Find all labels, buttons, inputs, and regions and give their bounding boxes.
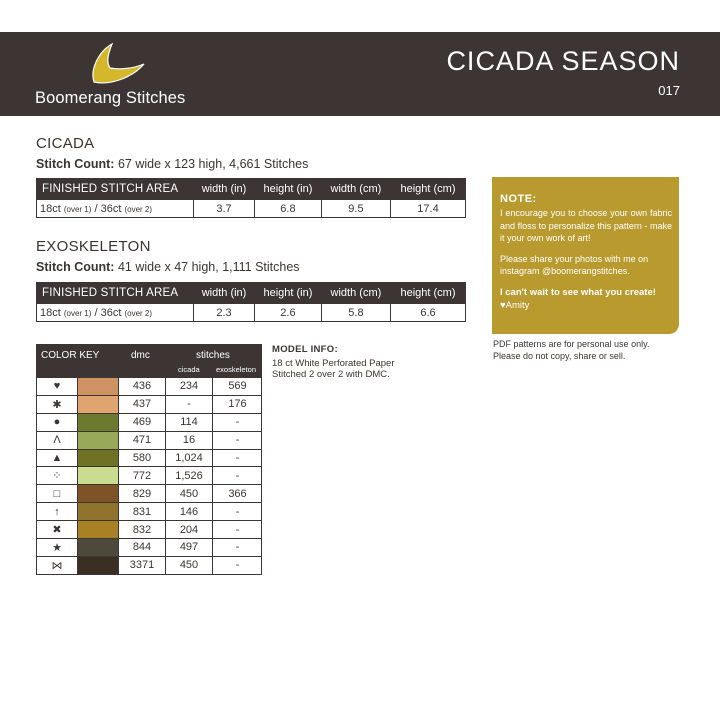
table-row xyxy=(37,485,261,503)
color-swatch xyxy=(78,396,119,413)
color-swatch xyxy=(78,557,119,574)
table-row xyxy=(37,450,261,468)
dmc-number: 831 xyxy=(119,503,166,520)
cicada-stitches: 1,024 xyxy=(166,450,213,467)
cicada-stitches: 16 xyxy=(166,432,213,449)
cicada-stitches: 450 xyxy=(166,485,213,502)
cicada-stitches: 1,526 xyxy=(166,467,213,484)
table-row xyxy=(37,396,261,414)
color-swatch xyxy=(78,503,119,520)
dmc-number: 772 xyxy=(119,467,166,484)
table-row xyxy=(37,557,261,575)
star-icon: ★ xyxy=(37,539,78,556)
exoskeleton-stitches: - xyxy=(235,541,240,554)
asterisk-icon: ✱ xyxy=(37,396,78,413)
model-info-heading: MODEL INFO: xyxy=(272,344,338,355)
dmc-number: 437 xyxy=(119,396,166,413)
table-header-row: FINISHED STITCH AREA width (in) height (in) width (cm) height (cm) xyxy=(37,283,466,304)
color-swatch xyxy=(78,414,119,431)
square-icon: □ xyxy=(37,485,78,502)
color-key-header: COLOR KEY dmc stitches cicada exoskeleton xyxy=(36,344,262,378)
cicada-stitches: 497 xyxy=(166,539,213,556)
color-key-rows xyxy=(36,378,262,575)
note-text: I encourage you to choose your own fabric and floss to personalize this pattern - make it your own work of art! xyxy=(500,208,672,243)
model-info: MODEL INFO: 18 ct White Perforated Paper Stitched 2 over 2 with DMC. xyxy=(272,344,395,380)
color-key-table xyxy=(36,344,262,575)
dmc-number: 469 xyxy=(119,414,166,431)
note-box xyxy=(492,177,679,334)
dmc-number: 3371 xyxy=(119,557,166,574)
color-swatch xyxy=(78,539,119,556)
exoskeleton-area-table xyxy=(36,282,466,322)
dmc-number: 471 xyxy=(119,432,166,449)
cicada-stitches: 114 xyxy=(166,414,213,431)
x-icon: ✖ xyxy=(37,521,78,538)
cicada-stitches: 450 xyxy=(166,557,213,574)
exoskeleton-title: EXOSKELETON xyxy=(36,238,151,255)
exoskeleton-stitches: - xyxy=(235,469,240,482)
t-arrow-icon: ↑ xyxy=(37,503,78,520)
table-row xyxy=(37,521,261,539)
cicada-area-table xyxy=(36,178,466,218)
table-row xyxy=(37,432,261,450)
cicada-stitches: 234 xyxy=(166,378,213,395)
page-title: CICADA SEASON xyxy=(446,46,680,76)
color-swatch xyxy=(78,450,119,467)
exoskeleton-stitches: - xyxy=(235,434,240,447)
color-swatch xyxy=(78,467,119,484)
note-heading: NOTE: xyxy=(500,193,537,205)
color-swatch xyxy=(78,521,119,538)
color-swatch xyxy=(78,485,119,502)
exoskeleton-stitches: - xyxy=(235,505,240,518)
table-row xyxy=(37,539,261,557)
triangle-icon: ▲ xyxy=(37,450,78,467)
cicada-title: CICADA xyxy=(36,135,95,152)
note-closing: I can't wait to see what you create! xyxy=(500,286,656,298)
color-swatch xyxy=(78,432,119,449)
pdf-usage-note: PDF patterns are for personal use only. Please do not copy, share or sell. xyxy=(493,339,650,361)
bowtie-icon: ⋈ xyxy=(37,557,78,574)
exoskeleton-stitch-count: Stitch Count: 41 wide x 47 high, 1,111 Stitches xyxy=(36,260,300,274)
exoskeleton-stitches: 569 xyxy=(228,380,247,393)
cicada-stitches: 204 xyxy=(166,521,213,538)
dmc-number: 580 xyxy=(119,450,166,467)
exoskeleton-stitches: - xyxy=(235,416,240,429)
table-row: 18ct (over 1) / 36ct (over 2) 3.7 6.8 9.5 17.4 xyxy=(37,200,466,218)
dmc-number: 832 xyxy=(119,521,166,538)
exoskeleton-stitches: 366 xyxy=(228,487,247,500)
note-share-text: Please share your photos with me on instagram @boomerangstitches. xyxy=(500,253,649,276)
color-swatch xyxy=(78,378,119,395)
cicada-stitches: 146 xyxy=(166,503,213,520)
table-row xyxy=(37,503,261,521)
lambda-icon: Λ xyxy=(37,432,78,449)
table-row xyxy=(37,414,261,432)
exoskeleton-stitches: - xyxy=(235,559,240,572)
exoskeleton-stitches: - xyxy=(235,452,240,464)
exoskeleton-stitches: - xyxy=(235,523,240,536)
brand-name: Boomerang Stitches xyxy=(35,89,186,107)
dmc-number: 829 xyxy=(119,485,166,502)
boomerang-logo-icon xyxy=(88,42,148,86)
dmc-number: 436 xyxy=(119,378,166,395)
dmc-number: 844 xyxy=(119,539,166,556)
exoskeleton-stitches: 176 xyxy=(228,398,247,411)
note-signature: ♥Amity xyxy=(500,299,530,311)
table-row xyxy=(37,467,261,485)
dots-icon: ⁘ xyxy=(37,467,78,484)
pattern-number: 017 xyxy=(658,83,680,98)
header-bar xyxy=(0,32,720,116)
cicada-stitch-count: Stitch Count: 67 wide x 123 high, 4,661 Stitches xyxy=(36,157,309,171)
table-row: 18ct (over 1) / 36ct (over 2) 2.3 2.6 5.8 6.6 xyxy=(37,304,466,322)
table-row xyxy=(37,378,261,396)
table-header-row: FINISHED STITCH AREA width (in) height (in) width (cm) height (cm) xyxy=(37,179,466,200)
heart-icon: ♥ xyxy=(37,378,78,395)
circle-icon: ● xyxy=(37,414,78,431)
cicada-stitches: - xyxy=(166,396,213,413)
